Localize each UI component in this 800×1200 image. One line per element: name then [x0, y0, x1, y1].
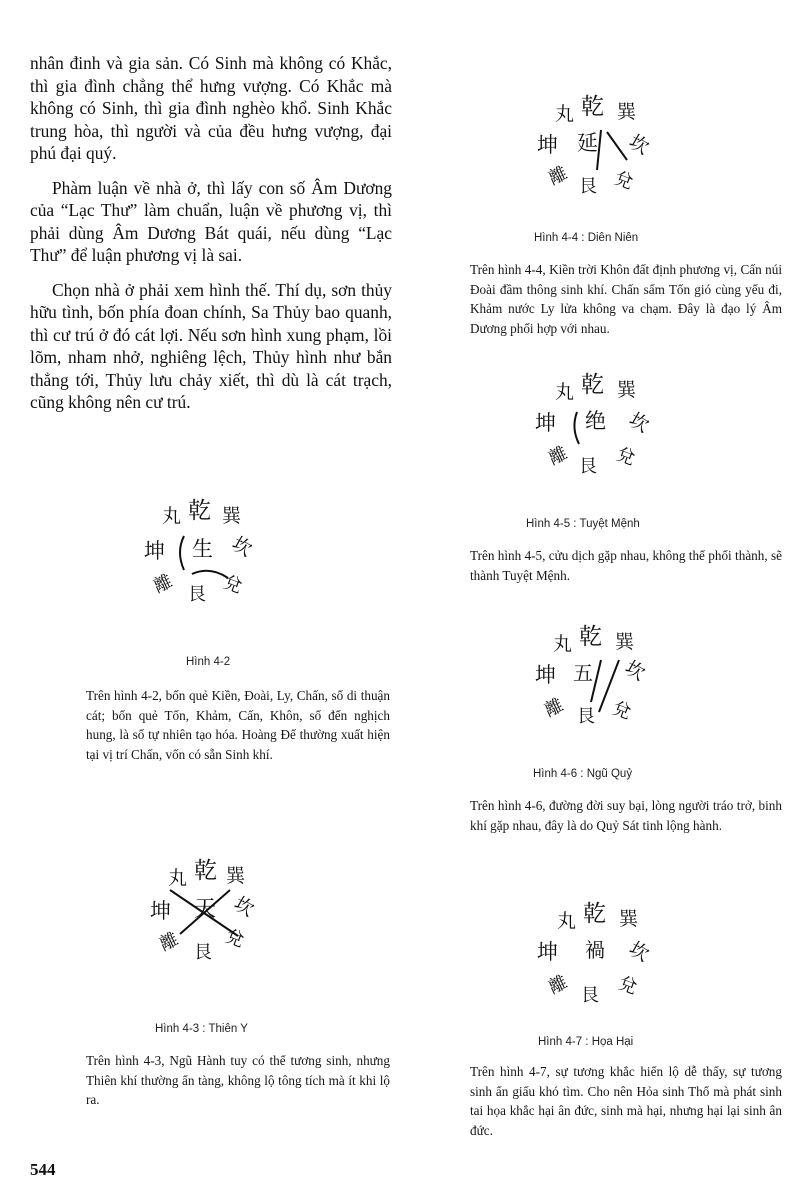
figure-4-4-caption: Trên hình 4-4, Kiền trời Khôn đất định phương vị, Cấn núi Đoài đầm thông sinh khí. Chấn sấm Tốn gió cùng yếu đi, Khảm nước Ly lửa không va chạm. Đây là đạo lý Âm Dương phối hợp với nhau.: [470, 262, 782, 336]
char-top-left: 丸: [162, 505, 182, 527]
char-bottom-right: 兌: [220, 571, 245, 598]
char-center: 禍: [585, 938, 605, 962]
stroke-line: [180, 536, 184, 570]
char-top-left: 丸: [557, 910, 577, 932]
char-bottom: 艮: [579, 176, 597, 197]
figure-4-3-label: Hình 4-3 : Thiên Y: [155, 1023, 248, 1035]
char-bottom-right: 兌: [222, 925, 247, 952]
char-bottom-left: 離: [541, 694, 567, 722]
char-bottom-right: 兌: [611, 167, 636, 194]
char-left: 坤: [537, 940, 558, 964]
char-bottom: 艮: [581, 985, 599, 1006]
char-right: 坎: [625, 937, 653, 967]
body-paragraph-2: Phàm luận về nhà ở, thì lấy con số Âm Dương của “Lạc Thư” làm chuẩn, luận về phương vị, thì phải dùng Âm Dương Bát quái, nếu dùng “Lạc Thư” để luận phương vị là sai.: [30, 177, 392, 265]
char-left: 坤: [535, 663, 556, 687]
stroke-line: [574, 412, 579, 444]
body-paragraph-3: Chọn nhà ở phải xem hình thế. Thí dụ, sơn thủy hữu tình, bốn phía đoan chính, Sa Thủy bao quanh, thì cư trú ở đó cát lợi. Nếu sơn hình xung phạm, lồi lõm, nham nhở, nghiêng lệch, Thủy hình như bắn thẳng tới, Thủy lưu chảy xiết, thì dù là cát trạch, cũng không nên cư trú.: [30, 279, 392, 412]
char-bottom-left: 離: [156, 928, 182, 956]
bagua-diagram: [533, 368, 673, 480]
figure-4-4-diagram: [535, 90, 675, 200]
char-bottom-left: 離: [545, 162, 571, 190]
char-bottom-left: 離: [545, 971, 571, 999]
left-column: [30, 52, 392, 414]
char-top-left: 丸: [555, 381, 575, 403]
figure-4-3-diagram: [140, 850, 270, 970]
stroke-line: [607, 132, 627, 160]
char-left: 坤: [144, 539, 165, 563]
figure-4-5-caption: Trên hình 4-5, cửu dịch gặp nhau, không thể phối thành, sẽ thành Tuyệt Mệnh.: [470, 548, 782, 583]
char-top: 乾: [581, 372, 604, 398]
char-top-right: 巽: [619, 908, 639, 930]
char-top-right: 巽: [617, 379, 637, 401]
char-top-left: 丸: [553, 633, 573, 655]
char-right: 坎: [625, 408, 653, 438]
figure-4-3-caption: Trên hình 4-3, Ngũ Hành tuy có thể tương sinh, nhưng Thiên khí thường ẩn tàng, không lộ tông tích mà ít khi lộ ra.: [86, 1053, 390, 1107]
figure-4-4-label: Hình 4-4 : Diên Niên: [534, 232, 639, 244]
figure-4-5-diagram: [533, 368, 673, 480]
figure-4-6-caption: Trên hình 4-6, đường đời suy bại, lòng người tráo trở, binh khí gặp nhau, đây là do Quỷ Sát tinh lộng hành.: [470, 798, 782, 833]
char-top: 乾: [188, 498, 211, 524]
bagua-diagram: [533, 620, 673, 730]
figure-4-7-caption: Trên hình 4-7, sự tương khắc hiển lộ dễ thấy, sự tương sinh ẩn giấu khó tìm. Cho nên Hỏa sinh Thổ mà phát sinh tai họa khắc hại ân đức, sinh mà hại, nhưng hại lại sinh ân đức.: [470, 1064, 782, 1138]
figure-4-6-label: Hình 4-6 : Ngũ Quỷ: [533, 768, 633, 780]
page-number: 544: [30, 1160, 56, 1179]
char-top-right: 巽: [615, 631, 635, 653]
char-bottom-right: 兌: [615, 972, 640, 999]
char-bottom: 艮: [188, 584, 206, 605]
bagua-diagram: [140, 850, 270, 970]
figure-4-6-diagram: [533, 620, 673, 730]
char-top-right: 巽: [226, 865, 246, 887]
char-top: 乾: [583, 901, 606, 927]
char-center: 绝: [585, 409, 606, 433]
figure-4-2-label: Hình 4-2: [186, 656, 231, 668]
char-top: 乾: [579, 624, 602, 650]
char-center: 五: [573, 661, 593, 685]
char-right: 坎: [230, 892, 258, 922]
char-center: 天: [194, 897, 217, 922]
char-center: 延: [577, 131, 598, 155]
char-bottom-right: 兌: [613, 443, 638, 470]
bagua-diagram: [533, 895, 673, 1007]
char-bottom: 艮: [194, 942, 212, 963]
char-left: 坤: [537, 133, 558, 157]
stroke-line: [192, 571, 228, 578]
char-left: 坤: [535, 411, 556, 435]
char-right: 坎: [625, 130, 653, 160]
char-right: 坎: [228, 532, 256, 562]
figure-4-5-label: Hình 4-5 : Tuyệt Mệnh: [526, 518, 640, 530]
body-paragraph-1: nhân đinh và gia sản. Có Sinh mà không có Khắc, thì gia đình chẳng thể hưng vượng. Có Khắc mà không có Sinh, thì gia đình nghèo khổ. Sinh Khắc trung hòa, thì người và của đều hưng vượng, đại phú đại quý.: [30, 53, 392, 163]
figure-4-7-label: Hình 4-7 : Họa Hại: [538, 1036, 634, 1048]
char-top: 乾: [581, 94, 604, 120]
char-right: 坎: [621, 656, 649, 686]
figure-4-2-caption: Trên hình 4-2, bốn quẻ Kiền, Đoài, Ly, Chấn, số di thuận cát; bốn quẻ Tốn, Khảm, Cấn, Khôn, số đến nghịch hung, là số tự nhiên tạo hóa. Hoàng Đế thường xuất hiện tại vị trí Chấn, vốn có sẵn Sinh khí.: [86, 688, 390, 762]
char-bottom: 艮: [579, 456, 597, 477]
char-left: 坤: [150, 899, 171, 923]
char-top-left: 丸: [555, 103, 575, 125]
char-bottom-right: 兌: [609, 697, 634, 724]
char-center: 生: [192, 537, 213, 561]
char-bottom: 艮: [577, 706, 595, 727]
char-top-left: 丸: [168, 867, 188, 889]
figure-4-2-diagram: [140, 492, 270, 612]
figure-4-7-diagram: [533, 895, 673, 1007]
bagua-diagram: [140, 492, 270, 612]
char-top-right: 巽: [222, 505, 242, 527]
bagua-diagram: [535, 90, 675, 200]
char-top: 乾: [194, 858, 217, 884]
char-bottom-left: 離: [545, 442, 571, 470]
char-top-right: 巽: [617, 101, 637, 123]
char-bottom-left: 離: [150, 570, 176, 598]
